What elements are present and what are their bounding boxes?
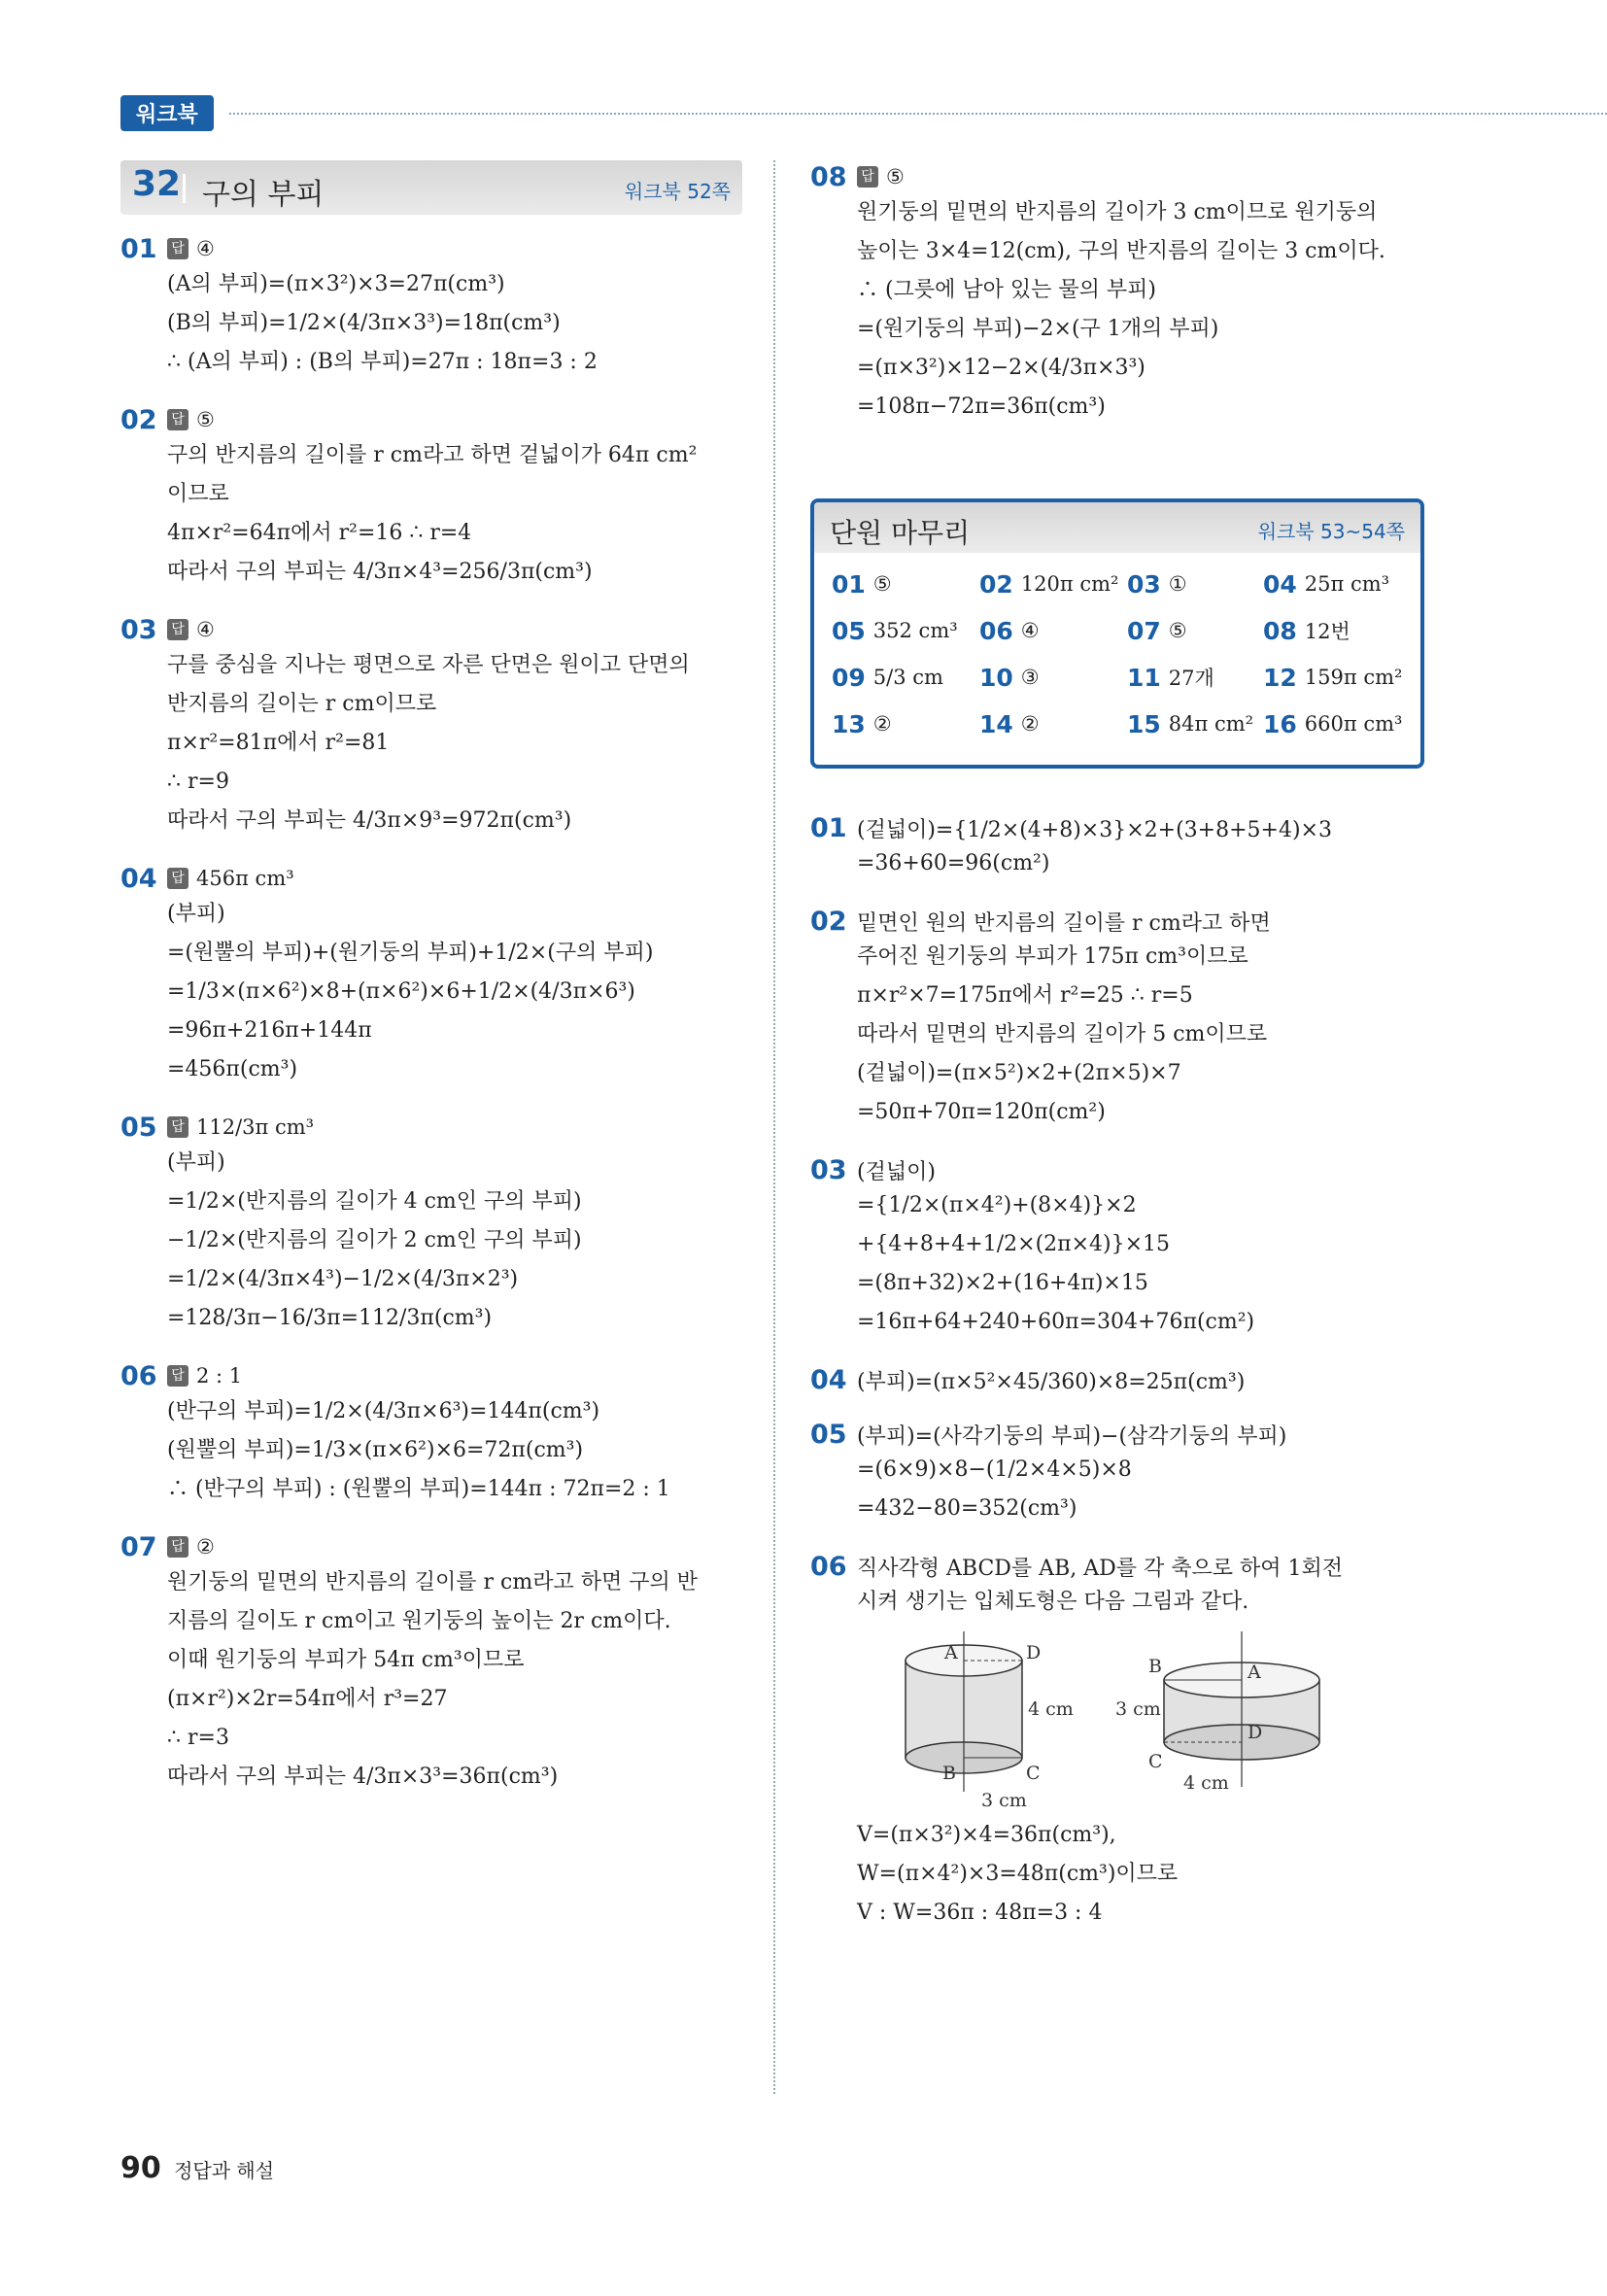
problem — [810, 1418, 1432, 1528]
solution-line: 따라서 구의 부피는 4/3π×3³=36π(cm³) — [167, 1765, 559, 1789]
review-item-answer: 120π cm² — [1020, 572, 1119, 596]
problem-number: 01 — [120, 233, 157, 264]
fig1-label-c: C — [1026, 1763, 1041, 1784]
solution-line: =(원뿔의 부피)+(원기둥의 부피)+1/2×(구의 부피) — [167, 941, 654, 965]
problem — [120, 1111, 742, 1338]
solution-line: =1/2×(4/3π×4³)−1/2×(4/3π×2³) — [167, 1267, 519, 1291]
problem — [810, 811, 1432, 883]
review-item-answer: ② — [1020, 712, 1040, 736]
problem-number: 08 — [810, 161, 847, 192]
fig2-label-b: B — [1148, 1656, 1162, 1677]
problem-number: 05 — [810, 1419, 847, 1450]
problem-number: 04 — [120, 863, 157, 894]
section-number: 32 — [132, 164, 182, 204]
problem — [810, 1153, 1432, 1342]
solution-line: =432−80=352(cm³) — [857, 1496, 1077, 1521]
problem-answer: 456π cm³ — [196, 867, 294, 890]
problem-header — [120, 1530, 742, 1563]
review-item-number: 05 — [832, 616, 866, 645]
solution-line: =1/2×(반지름의 길이가 4 cm인 구의 부피) — [167, 1189, 582, 1214]
workbook-header-bar — [120, 95, 1607, 134]
review-answer-grid — [814, 553, 1420, 745]
page-footer — [120, 2151, 274, 2185]
review-item — [1127, 563, 1263, 605]
review-item-number: 15 — [1127, 709, 1161, 738]
solution-line: =456π(cm³) — [167, 1057, 298, 1081]
solution-line: 밑면인 원의 반지름의 길이를 r cm라고 하면 — [857, 910, 1271, 936]
solution-line: (π×r²)×2r=54π에서 r³=27 — [167, 1687, 448, 1711]
review-item-number: 14 — [979, 709, 1013, 738]
problem-header — [810, 1363, 1432, 1396]
solution-line: 이므로 — [167, 482, 229, 506]
problem — [120, 613, 742, 840]
section-title: 구의 부피 — [202, 178, 325, 212]
problem-answer: ② — [196, 1535, 215, 1559]
problem-answer: ④ — [196, 237, 215, 260]
solution-line: =(8π+32)×2+(16+4π)×15 — [857, 1271, 1148, 1295]
solution-line: 구를 중심을 지나는 평면으로 자른 단면은 원이고 단면의 — [167, 653, 690, 677]
review-item-answer: ⑤ — [1168, 619, 1187, 642]
solution-line: =16π+64+240+60π=304+76π(cm²) — [857, 1310, 1255, 1334]
answer-badge-icon: 답 — [167, 1536, 188, 1558]
solution-line: =(6×9)×8−(1/2×4×5)×8 — [857, 1457, 1132, 1482]
section-header — [120, 160, 742, 215]
solution-line: =50π+70π=120π(cm²) — [857, 1100, 1106, 1124]
review-item — [832, 656, 979, 699]
problem-header — [120, 1111, 742, 1144]
problem — [810, 1550, 1432, 1933]
review-item-answer: ④ — [1020, 619, 1040, 642]
problem — [120, 403, 742, 592]
solution-line: ∴ (그릇에 남아 있는 물의 부피) — [857, 278, 1156, 302]
solution-line: 원기둥의 밑면의 반지름의 길이를 r cm라고 하면 구의 반 — [167, 1570, 698, 1594]
problem-number: 02 — [120, 404, 157, 435]
review-item-number: 01 — [832, 569, 866, 599]
solution-line: ={1/2×(π×4²)+(8×4)}×2 — [857, 1193, 1137, 1217]
review-item — [832, 563, 979, 605]
column-divider — [773, 160, 775, 2094]
review-item-number: 06 — [979, 616, 1013, 645]
solution-line: (부피) — [167, 902, 225, 926]
fig2-radius-label: 4 cm — [1183, 1772, 1229, 1794]
review-item-number: 07 — [1127, 616, 1161, 645]
solution-line: π×r²=81π에서 r²=81 — [167, 731, 390, 755]
review-item — [979, 656, 1127, 699]
problem-number: 02 — [810, 906, 847, 937]
solution-line: ∴ r=9 — [167, 770, 229, 794]
answer-badge-icon: 답 — [167, 1116, 188, 1138]
problem-number: 04 — [810, 1364, 847, 1395]
solution-line: (겉넓이)={1/2×(4+8)×3}×2+(3+8+5+4)×3 — [857, 817, 1332, 842]
solution-line: V=(π×3²)×4=36π(cm³), — [857, 1823, 1116, 1847]
review-item-number: 12 — [1263, 663, 1297, 692]
solution-line: =128/3π−16/3π=112/3π(cm³) — [167, 1306, 493, 1330]
fig1-label-b: B — [942, 1763, 956, 1784]
solution-line: =96π+216π+144π — [167, 1018, 372, 1043]
header-dotted-line — [229, 113, 1607, 115]
review-item-answer: 27개 — [1168, 667, 1214, 690]
solution-line: ∴ (반구의 부피) : (원뿔의 부피)=144π : 72π=2 : 1 — [167, 1477, 670, 1501]
review-item — [1127, 703, 1263, 745]
answer-badge-icon: 답 — [167, 409, 188, 430]
fig1-label-d: D — [1026, 1642, 1042, 1663]
review-item — [1127, 656, 1263, 699]
review-item — [979, 563, 1127, 605]
solution-line: ∴ (A의 부피) : (B의 부피)=27π : 18π=3 : 2 — [167, 350, 598, 374]
solution-line: 시켜 생기는 입체도형은 다음 그림과 같다. — [857, 1590, 1249, 1614]
solution-line: (A의 부피)=(π×3²)×3=27π(cm³) — [167, 272, 505, 296]
solution-line: +{4+8+4+1/2×(2π×4)}×15 — [857, 1232, 1171, 1256]
problem-answer: 2 : 1 — [196, 1364, 243, 1388]
fig2-label-d: D — [1248, 1722, 1263, 1743]
review-item-answer: 5/3 cm — [872, 666, 943, 689]
solution-line: (부피) — [167, 1150, 225, 1175]
answer-badge-icon: 답 — [167, 1365, 188, 1387]
review-item-number: 08 — [1263, 616, 1297, 645]
solution-line: 지름의 길이도 r cm이고 원기둥의 높이는 2r cm이다. — [167, 1609, 671, 1633]
review-item-answer: ③ — [1020, 666, 1040, 689]
problem-header — [120, 403, 742, 436]
solution-line: (겉넓이) — [857, 1159, 936, 1184]
review-title: 단원 마무리 — [830, 517, 971, 549]
solution-line: 높이는 3×4=12(cm), 구의 반지름의 길이는 3 cm이다. — [857, 239, 1385, 263]
fig1-radius-label: 3 cm — [981, 1790, 1027, 1811]
solution-line: (부피)=(사각기둥의 부피)−(삼각기둥의 부피) — [857, 1423, 1287, 1449]
review-item — [1127, 609, 1263, 652]
solution-line: 직사각형 ABCD를 AB, AD를 각 축으로 하여 1회전 — [857, 1556, 1343, 1581]
fig2-label-a: A — [1248, 1662, 1261, 1683]
problem-number: 03 — [120, 614, 157, 645]
problem-answer: ⑤ — [886, 165, 905, 188]
solution-line: =108π−72π=36π(cm³) — [857, 394, 1106, 419]
solution-line: 4π×r²=64π에서 r²=16 ∴ r=4 — [167, 521, 472, 545]
review-item — [832, 703, 979, 745]
solution-line: 원기둥의 밑면의 반지름의 길이가 3 cm이므로 원기둥의 — [857, 200, 1378, 224]
problem-header — [810, 1418, 1432, 1451]
review-item — [1263, 563, 1409, 605]
review-item — [979, 609, 1127, 652]
review-item-answer: 84π cm² — [1168, 712, 1254, 736]
problem-header — [810, 160, 1432, 193]
solution-line: =1/3×(π×6²)×8+(π×6²)×6+1/2×(4/3π×6³) — [167, 979, 635, 1004]
solution-line: 구의 반지름의 길이를 r cm라고 하면 겉넓이가 64π cm² — [167, 443, 698, 467]
review-item — [1263, 656, 1409, 699]
problem — [120, 1359, 742, 1509]
solution-line: 주어진 원기둥의 부피가 175π cm³이므로 — [857, 944, 1248, 969]
solution-line: =(π×3²)×12−2×(4/3π×3³) — [857, 356, 1145, 380]
review-ref: 워크북 53~54쪽 — [1257, 520, 1405, 543]
review-item-answer: ② — [872, 712, 892, 736]
problem-number: 03 — [810, 1154, 847, 1185]
review-item-number: 13 — [832, 709, 866, 738]
answer-badge-icon: 답 — [167, 868, 188, 889]
problem-number: 07 — [120, 1531, 157, 1562]
problem-number: 06 — [120, 1360, 157, 1391]
review-item-number: 16 — [1263, 709, 1297, 738]
fig1-label-a: A — [944, 1642, 958, 1663]
review-item-number: 10 — [979, 663, 1013, 692]
review-item-number: 04 — [1263, 569, 1297, 599]
solution-line: −1/2×(반지름의 길이가 2 cm인 구의 부피) — [167, 1228, 582, 1252]
review-item — [1263, 703, 1409, 745]
review-item-answer: 25π cm³ — [1304, 572, 1390, 596]
workbook-tag: 워크북 — [120, 95, 214, 131]
cylinder-figures-svg — [892, 1622, 1397, 1816]
solution-line: (B의 부피)=1/2×(4/3π×3³)=18π(cm³) — [167, 311, 561, 335]
answer-badge-icon: 답 — [857, 166, 878, 188]
problem-answer: ④ — [196, 618, 215, 641]
problem — [120, 862, 742, 1089]
review-item — [1263, 609, 1409, 652]
fig2-height-label: 3 cm — [1115, 1698, 1161, 1720]
review-solutions — [810, 811, 1432, 1933]
problem — [810, 905, 1432, 1132]
solution-line: W=(π×4²)×3=48π(cm³)이므로 — [857, 1862, 1179, 1886]
review-item — [979, 703, 1127, 745]
review-item-answer: 159π cm² — [1304, 666, 1403, 689]
solution-line: 이때 원기둥의 부피가 54π cm³이므로 — [167, 1648, 525, 1672]
review-item-answer: ⑤ — [872, 572, 892, 596]
solution-line: =(원기둥의 부피)−2×(구 1개의 부피) — [857, 317, 1219, 341]
problem-header — [120, 613, 742, 646]
answer-badge-icon: 답 — [167, 619, 188, 640]
solution-line: (반구의 부피)=1/2×(4/3π×6³)=144π(cm³) — [167, 1399, 600, 1423]
right-column — [810, 160, 1432, 1954]
problem-header — [810, 905, 1432, 938]
footer-text: 정답과 해설 — [174, 2159, 275, 2182]
solution-line: (겉넓이)=(π×5²)×2+(2π×5)×7 — [857, 1061, 1181, 1085]
solution-line: V : W=36π : 48π=3 : 4 — [857, 1901, 1103, 1925]
review-item — [832, 609, 979, 652]
left-problems — [120, 232, 742, 1797]
cylinder-figures — [892, 1622, 1432, 1816]
problem-answer: 112/3π cm³ — [196, 1115, 315, 1139]
problem-header — [120, 232, 742, 265]
review-item-number: 09 — [832, 663, 866, 692]
problem — [120, 232, 742, 382]
problem-answer: ⑤ — [196, 408, 215, 431]
problem — [810, 1363, 1432, 1396]
problem-header — [120, 1359, 742, 1392]
solution-line: =36+60=96(cm²) — [857, 851, 1050, 875]
review-item-answer: 660π cm³ — [1304, 712, 1403, 736]
fig2-label-c: C — [1148, 1751, 1163, 1772]
review-item-answer: 352 cm³ — [872, 619, 958, 642]
left-column — [120, 160, 742, 1818]
problem-number: 01 — [810, 812, 847, 843]
review-item-answer: 12번 — [1304, 620, 1351, 643]
solution-line: (원뿔의 부피)=1/3×(π×6²)×6=72π(cm³) — [167, 1438, 584, 1462]
problem — [810, 160, 1432, 427]
solution-line: 따라서 구의 부피는 4/3π×4³=256/3π(cm³) — [167, 560, 593, 584]
page-number: 90 — [120, 2151, 161, 2185]
problem-header — [810, 1153, 1432, 1186]
problem-number: 06 — [810, 1551, 847, 1582]
problem-number: 05 — [120, 1112, 157, 1143]
section-ref: 워크북 52쪽 — [624, 180, 731, 203]
solution-line: π×r²×7=175π에서 r²=25 ∴ r=5 — [857, 983, 1193, 1008]
answer-badge-icon: 답 — [167, 238, 188, 259]
section-bar — [183, 174, 186, 203]
solution-line: 따라서 밑면의 반지름의 길이가 5 cm이므로 — [857, 1022, 1268, 1046]
fig1-height-label: 4 cm — [1028, 1698, 1074, 1720]
review-header — [814, 502, 1420, 553]
solution-line: ∴ r=3 — [167, 1726, 229, 1750]
review-item-number: 03 — [1127, 569, 1161, 599]
problem-header — [810, 1550, 1432, 1583]
review-item-number: 02 — [979, 569, 1013, 599]
solution-line: 따라서 구의 부피는 4/3π×9³=972π(cm³) — [167, 808, 572, 833]
problem-header — [810, 811, 1432, 844]
review-item-answer: ① — [1168, 572, 1187, 596]
problem — [120, 1530, 742, 1797]
review-item-number: 11 — [1127, 663, 1161, 692]
solution-line: 반지름의 길이는 r cm이므로 — [167, 692, 437, 716]
review-box — [810, 498, 1424, 769]
problem-08 — [810, 160, 1432, 427]
problem-header — [120, 862, 742, 895]
solution-line: (부피)=(π×5²×45/360)×8=25π(cm³) — [857, 1369, 1246, 1394]
